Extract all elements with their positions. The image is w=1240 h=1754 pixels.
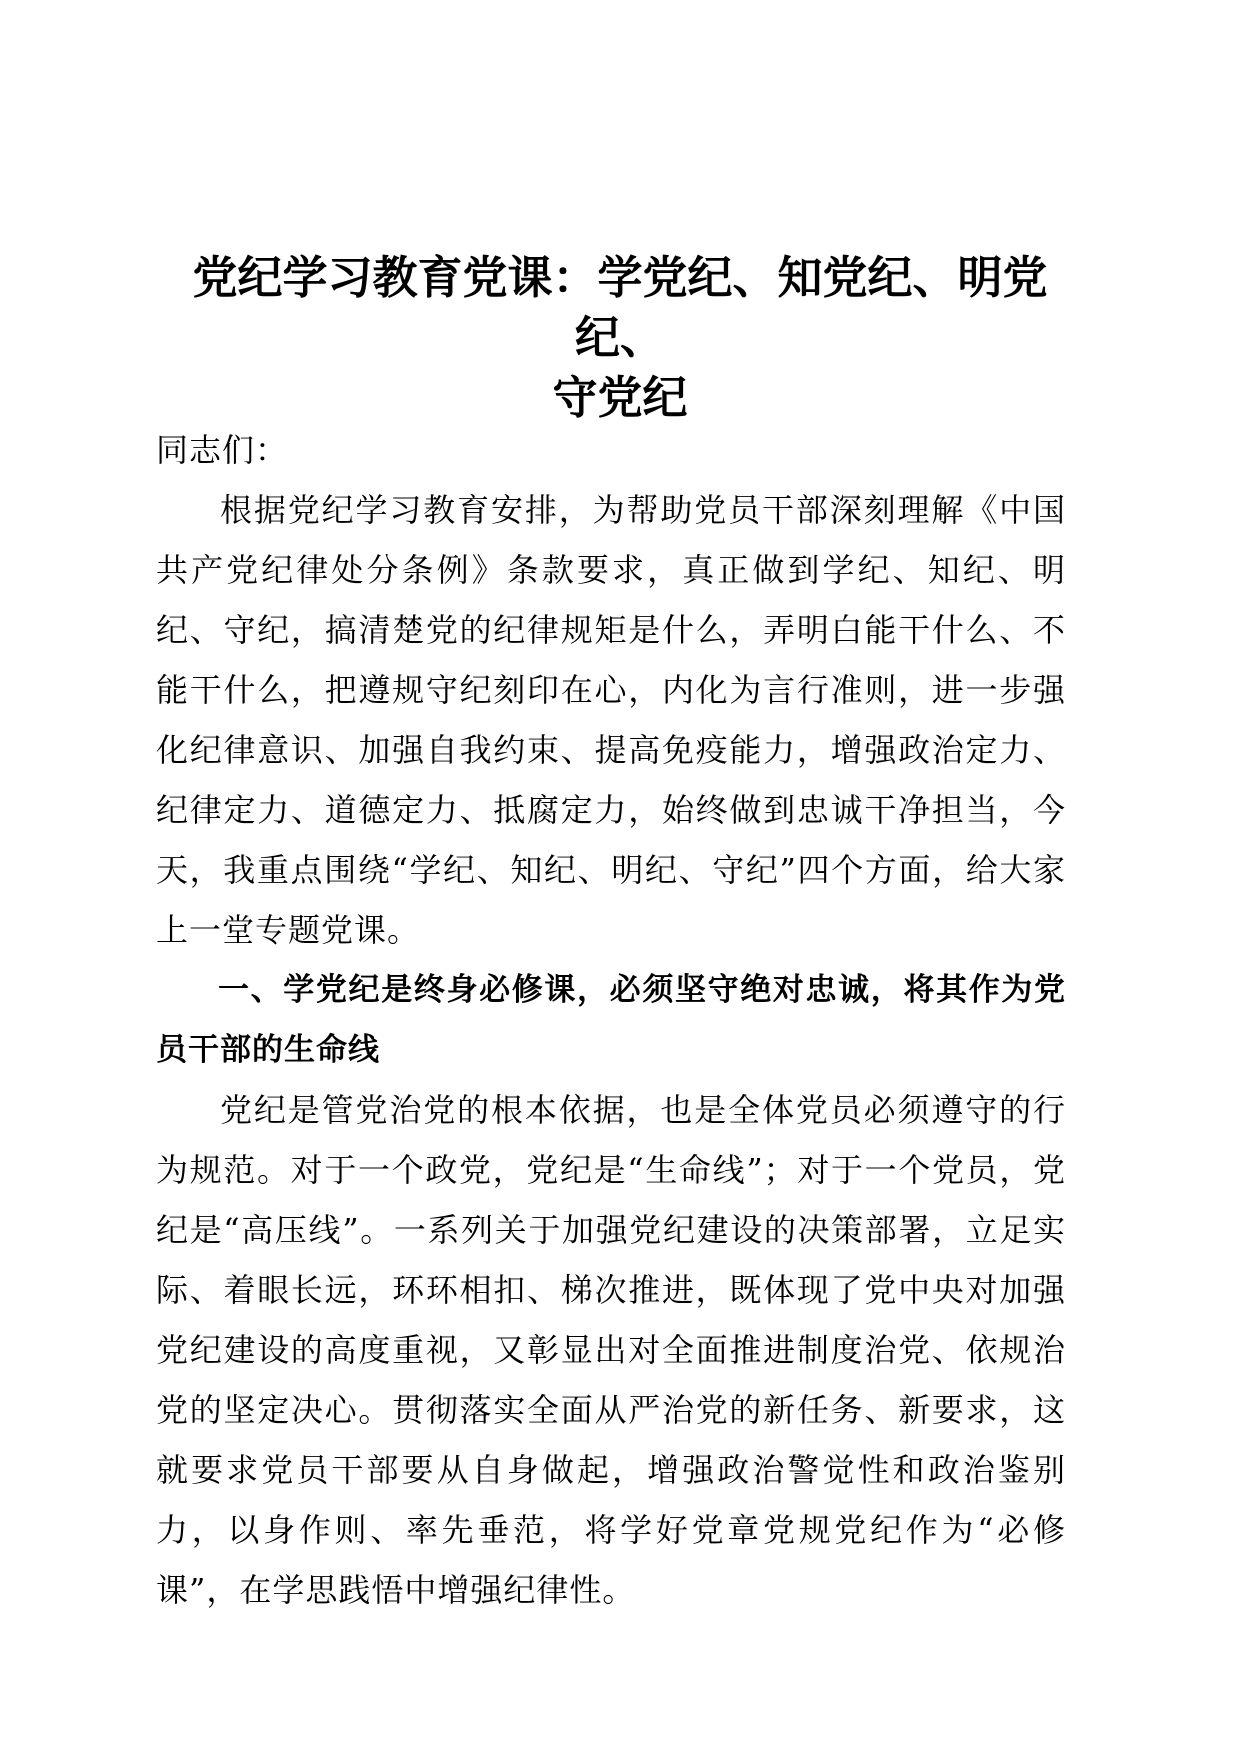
title-line-1: 党纪学习教育党课：学党纪、知党纪、明党纪、 bbox=[192, 251, 1048, 364]
section-paragraph-1: 党纪是管党治党的根本依据，也是全体党员必须遵守的行为规范。对于一个政党，党纪是“生命线”；对于一个党员，党纪是“高压线”。一系列关于加强党纪建设的决策部署，立足实际、着眼长远，环环相扣、梯次推进，既体现了党中央对加强党纪建设的高度重视，又彰显出对全面推进制度治党、依规治党的坚定决心。贯彻落实全面从严治党的新任务、新要求，这就要求党员干部要从自身做起，增强政治警觉性和政治鉴别力，以身作则、率先垂范，将学好党章党规党纪作为“必修课”，在学思践悟中增强纪律性。 bbox=[156, 1091, 1066, 1609]
title-line-2: 守党纪 bbox=[552, 371, 688, 424]
document-body bbox=[156, 420, 1066, 1620]
salutation: 同志们： bbox=[156, 431, 289, 469]
document-title bbox=[150, 248, 1090, 428]
intro-paragraph: 根据党纪学习教育安排，为帮助党员干部深刻理解《中国共产党纪律处分条例》条款要求，真正做到学纪、知纪、明纪、守纪，搞清楚党的纪律规矩是什么，弄明白能干什么、不能干什么，把遵规守纪刻印在心，内化为言行准则，进一步强化纪律意识、加强自我约束、提高免疫能力，增强政治定力、纪律定力、道德定力、抵腐定力，始终做到忠诚干净担当，今天，我重点围绕“学纪、知纪、明纪、守纪”四个方面，给大家上一堂专题党课。 bbox=[156, 491, 1066, 949]
section-heading-1: 一、学党纪是终身必修课，必须坚守绝对忠诚，将其作为党员干部的生命线 bbox=[156, 972, 1066, 1068]
